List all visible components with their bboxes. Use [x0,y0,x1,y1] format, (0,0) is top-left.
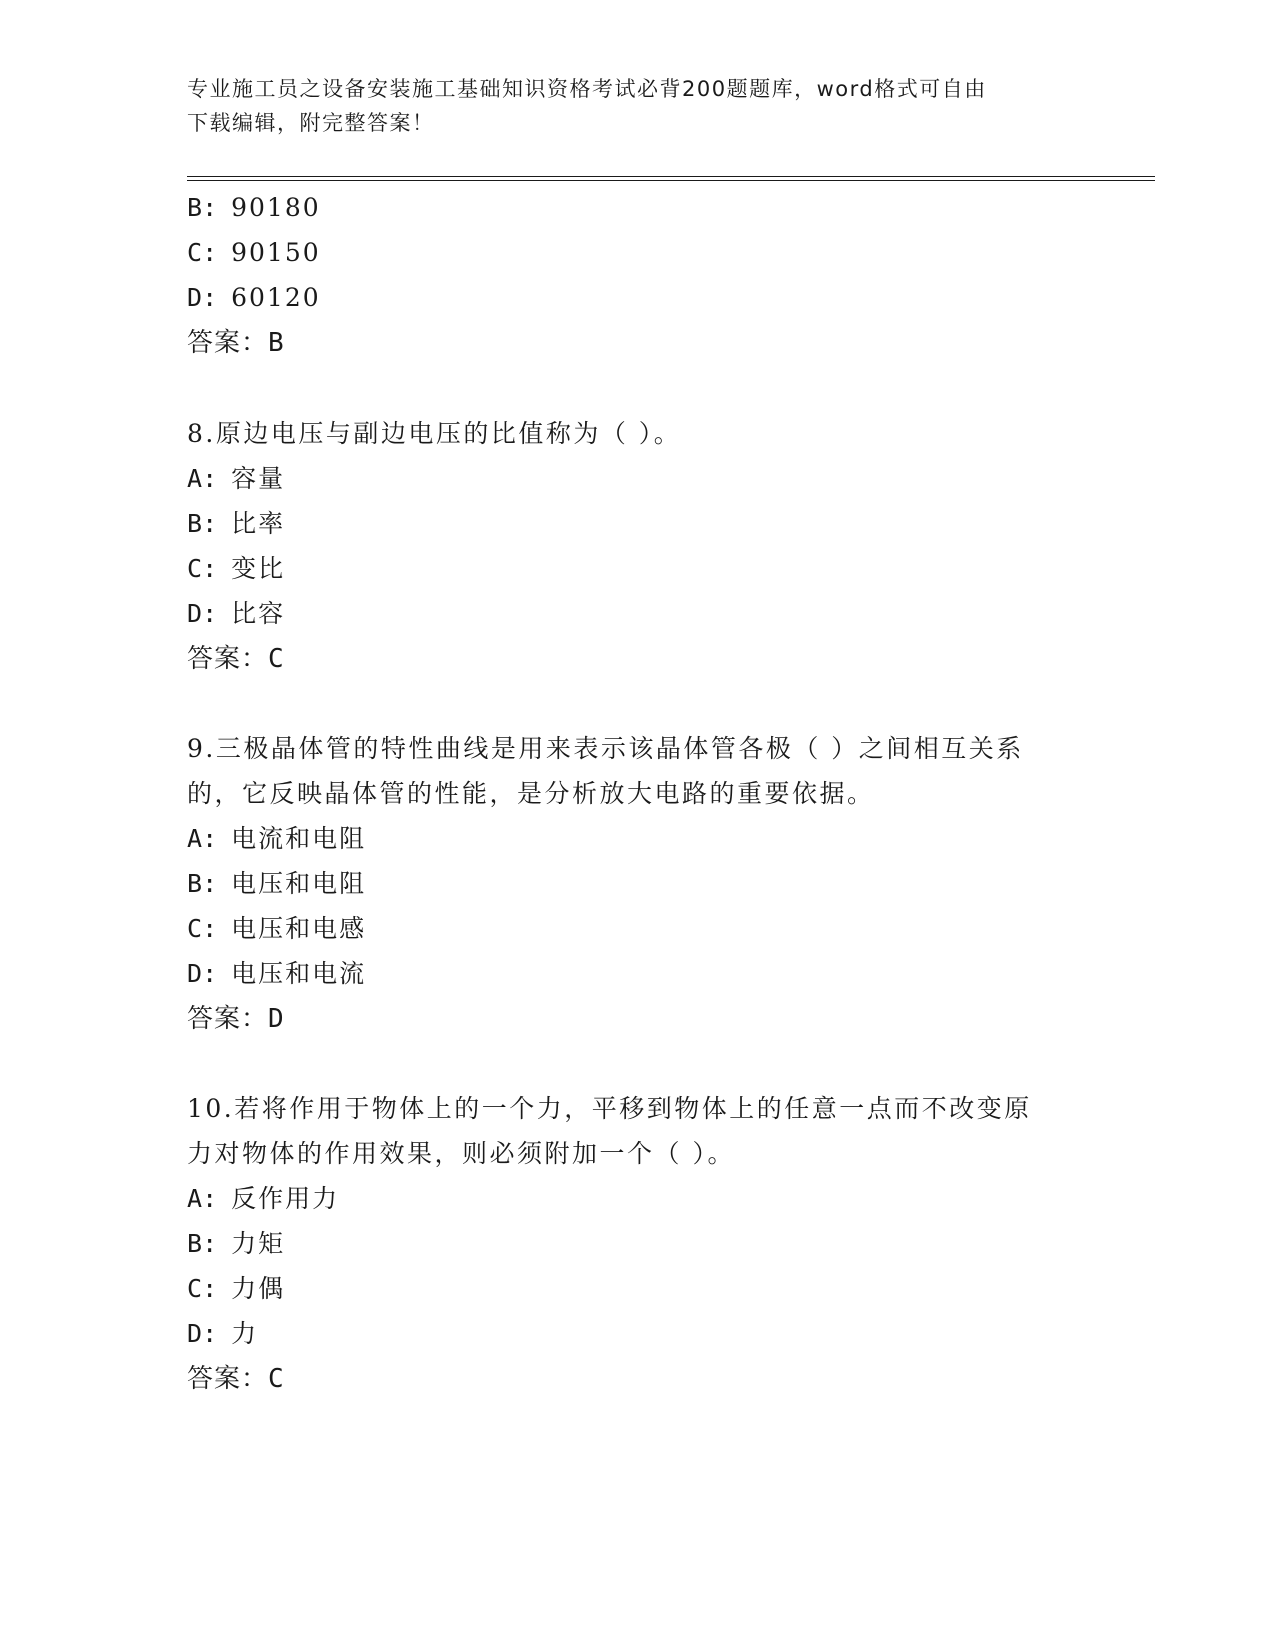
option-text: 电压和电阻 [231,869,367,898]
option-text: 电压和电感 [231,914,367,943]
answer-line [187,999,285,1039]
answer-line [187,639,285,679]
option-d [187,594,285,634]
option-separator: : [202,283,220,312]
option-b [187,504,285,544]
answer-label: 答案： [187,1004,269,1034]
answer-line [187,1359,285,1399]
option-separator: : [202,193,220,222]
option-d [187,1314,258,1354]
option-separator: : [202,1274,220,1303]
option-label: C [187,914,203,943]
option-text: 容量 [231,464,286,493]
option-c [187,1269,285,1309]
option-c [187,909,366,949]
answer-label: 答案： [187,644,269,674]
option-text: 比率 [231,509,286,538]
header-line-1: 专业施工员之设备安装施工基础知识资格考试必背200题题库，word格式可自由 [187,77,987,101]
option-text: 变比 [231,554,286,583]
option-separator: : [202,464,220,493]
option-label: C [187,238,203,267]
option-label: C [187,554,203,583]
option-label: C [187,1274,203,1303]
option-label: A [187,1184,203,1213]
option-separator: : [202,959,220,988]
option-c [187,233,321,273]
option-text: 电压和电流 [231,959,367,988]
option-text: 力 [231,1319,259,1348]
option-separator: : [202,509,220,538]
option-label: D [187,599,203,628]
option-text: 比容 [231,599,286,628]
question-10-stem-line-1: 10.若将作用于物体上的一个力，平移到物体上的任意一点而不改变原 [187,1094,1032,1123]
option-label: B [187,1229,203,1258]
answer-value: D [268,1004,285,1034]
option-label: B [187,869,203,898]
option-b [187,1224,285,1264]
option-text: 90180 [231,193,321,222]
option-label: D [187,1319,203,1348]
option-label: B [187,509,203,538]
option-label: D [187,283,203,312]
answer-value: B [268,328,285,358]
option-text: 力偶 [231,1274,286,1303]
question-8-stem: 8.原边电压与副边电压的比值称为（ ）。 [187,419,682,448]
option-separator: : [202,1319,220,1348]
option-label: D [187,959,203,988]
question-9-stem-line-1: 9.三极晶体管的特性曲线是用来表示该晶体管各极（ ）之间相互关系 [187,734,1024,763]
option-text: 反作用力 [231,1184,340,1213]
option-a [187,459,285,499]
option-b [187,864,366,904]
option-a [187,1179,339,1219]
question-9-stem-line-2: 的，它反映晶体管的性能，是分析放大电路的重要依据。 [187,779,875,808]
answer-value: C [268,1364,285,1394]
option-text: 电流和电阻 [231,824,367,853]
question-10-stem-line-2: 力对物体的作用效果，则必须附加一个（ ）。 [187,1139,735,1168]
option-separator: : [202,869,220,898]
option-separator: : [202,599,220,628]
option-c [187,549,285,589]
option-b [187,188,321,228]
option-label: B [187,193,203,222]
header-rule-top [187,176,1155,177]
option-separator: : [202,914,220,943]
answer-label: 答案： [187,328,269,358]
option-label: A [187,824,203,853]
option-separator: : [202,238,220,267]
answer-label: 答案： [187,1364,269,1394]
option-text: 60120 [231,283,321,312]
option-label: A [187,464,203,493]
document-header [187,72,1087,140]
option-separator: : [202,1184,220,1213]
option-text: 90150 [231,238,321,267]
header-rule-bottom [187,180,1155,181]
option-text: 力矩 [231,1229,286,1258]
option-d [187,278,321,318]
answer-line [187,323,285,363]
option-separator: : [202,1229,220,1258]
option-d [187,954,366,994]
header-line-2: 下载编辑，附完整答案！ [187,111,435,135]
answer-value: C [268,644,285,674]
option-separator: : [202,824,220,853]
option-separator: : [202,554,220,583]
option-a [187,819,366,859]
